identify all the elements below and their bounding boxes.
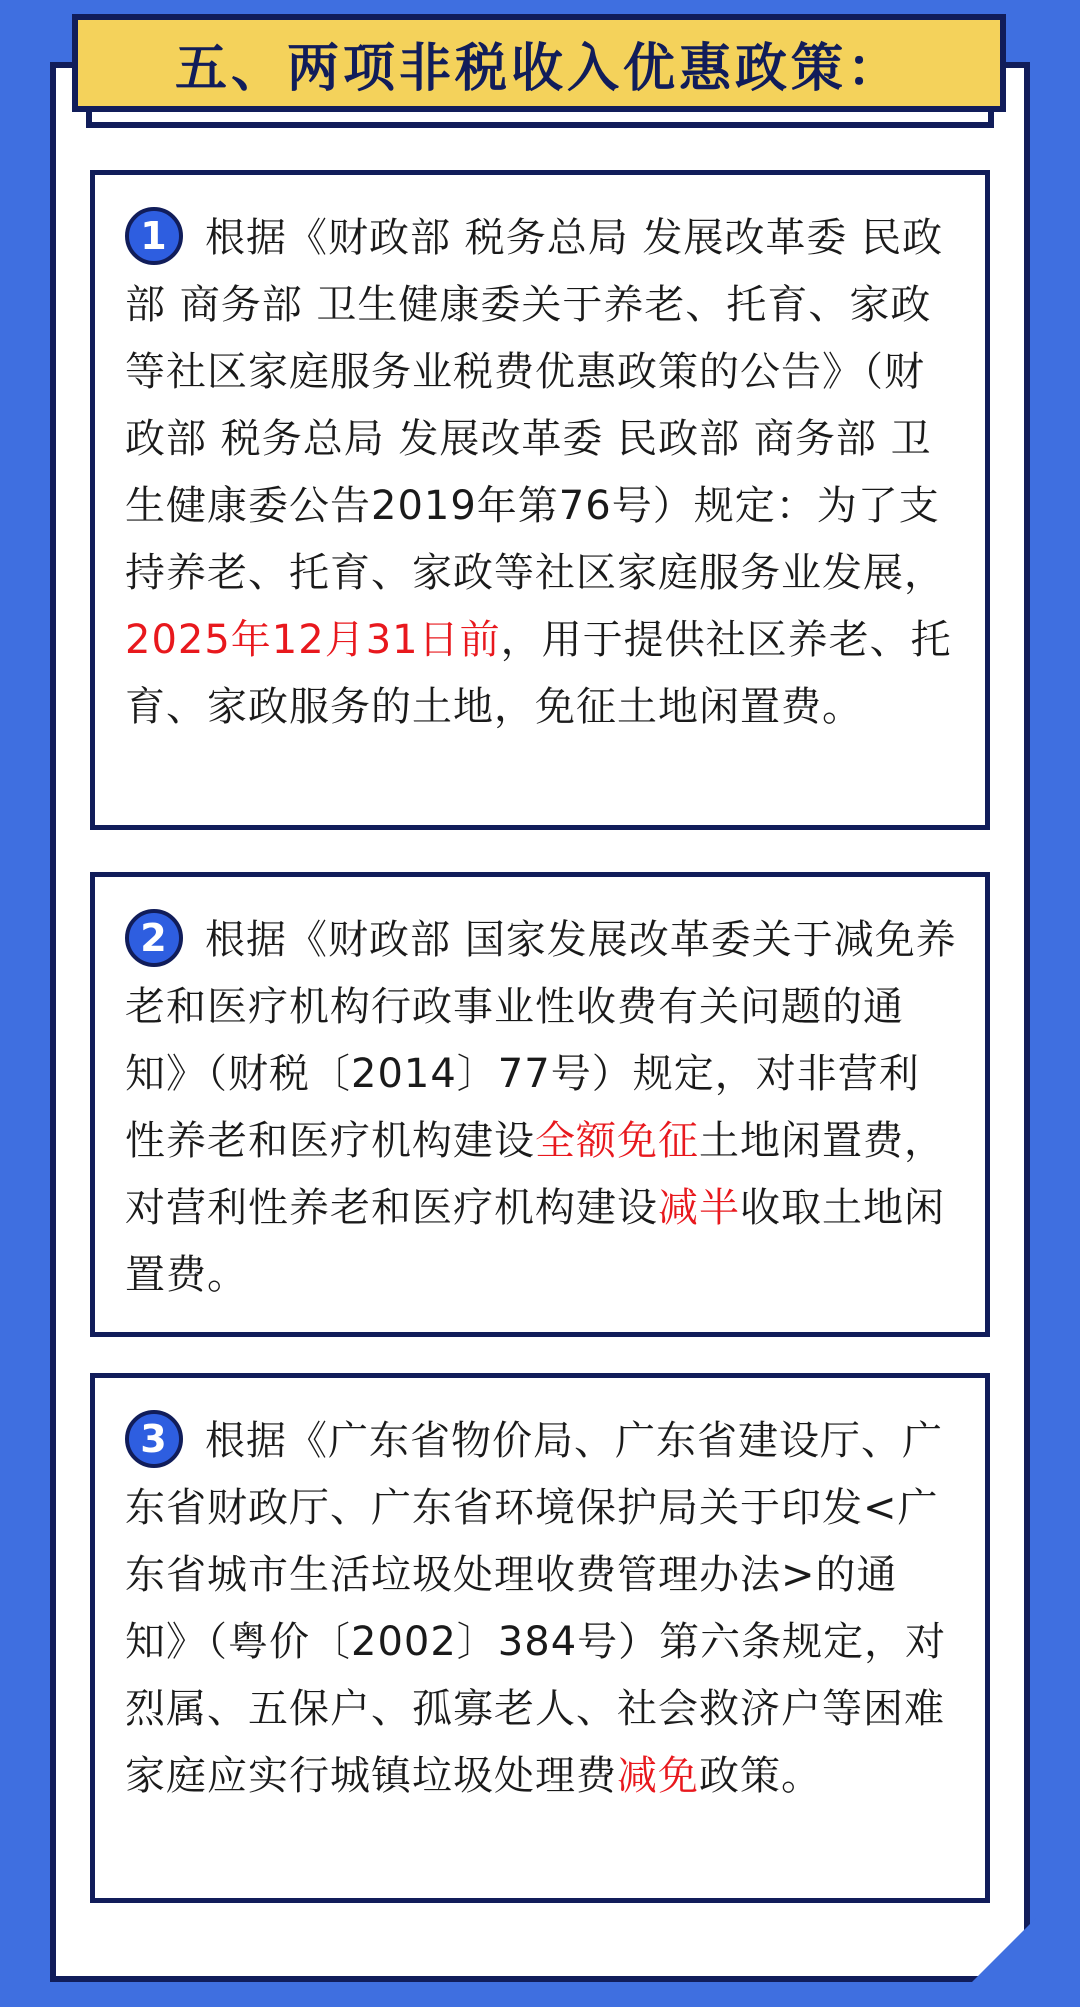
highlight-text: 2025年12月31日前 <box>125 617 501 663</box>
number-badge-3: 3 <box>125 1410 183 1468</box>
policy-text-3: 3 根据《广东省物价局、广东省建设厅、广东省财政厅、广东省环境保护局关于印发<广东省城市生活垃圾处理收费管理办法>的通知》（粤价〔2002〕384号）第六条规定，对烈属、五保户、孤寡老人、社会救济户等困难家庭应实行城镇垃圾处理费减免政策。 <box>125 1408 957 1810</box>
number-badge-2: 2 <box>125 909 183 967</box>
number-badge-1: 1 <box>125 207 183 265</box>
title-banner <box>72 14 1006 112</box>
folded-corner <box>966 1918 1036 1988</box>
page-title: 五、两项非税收入优惠政策： <box>174 38 903 99</box>
highlight-text: 全额免征 <box>535 1118 699 1164</box>
highlight-text: 减免 <box>617 1753 699 1799</box>
policy-text-1: 1 根据《财政部 税务总局 发展改革委 民政部 商务部 卫生健康委关于养老、托育、家政等社区家庭服务业税费优惠政策的公告》（财政部 税务总局 发展改革委 民政部 商务部 卫生健康委公告2019年第76号）规定：为了支持养老、托育、家政等社区家庭服务业发展，2025年12月31日前，用于提供社区养老、托育、家政服务的土地，免征土地闲置费。 <box>125 205 957 741</box>
highlight-text: 减半 <box>658 1185 740 1231</box>
policy-card-2 <box>90 872 990 1337</box>
policy-text-2: 2 根据《财政部 国家发展改革委关于减免养老和医疗机构行政事业性收费有关问题的通知》（财税〔2014〕77号）规定，对非营利性养老和医疗机构建设全额免征土地闲置费，对营利性养老和医疗机构建设减半收取土地闲置费。 <box>125 907 957 1309</box>
policy-card-1 <box>90 170 990 830</box>
policy-card-3 <box>90 1373 990 1903</box>
